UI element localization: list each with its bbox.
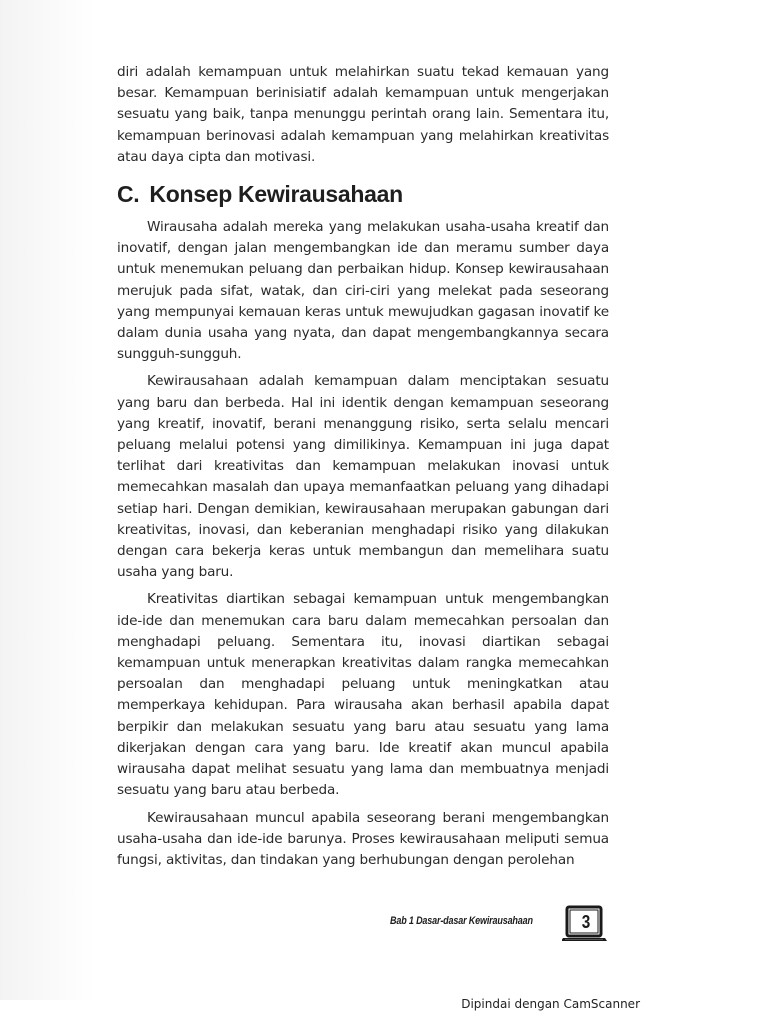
page-number-box (562, 905, 610, 943)
page-footer (380, 905, 615, 945)
intro-paragraph: diri adalah kemampuan untuk melahirkan suatu tekad kemauan yang besar. Kemampuan berinisiatif adalah kemampuan untuk mengerjakan sesuatu yang baik, tanpa menunggu perintah orang lain. Sementara itu, kemampuan berinovasi adalah kemampuan yang melahirkan kreativitas atau daya cipta dan motivasi. (117, 64, 609, 165)
section-title: Konsep Kewirausahaan (149, 181, 403, 208)
section-letter: C. (117, 181, 140, 208)
paragraph-2: Kewirausahaan adalah kemampuan dalam menciptakan sesuatu yang baru dan berbeda. Hal ini identik dengan kemampuan seseorang yang kreatif, inovatif, berani menanggung risiko, serta selalu mencari peluang melalui potensi yang dimilikinya. Kemampuan ini juga dapat terlihat dari kreativitas dan kemampuan melakukan inovasi untuk memecahkan masalah dan upaya memanfaatkan peluang yang dihadapi setiap hari. Dengan demikian, kewirausahaan merupakan gabungan dari kreativitas, inovasi, dan keberanian menghadapi risiko yang dilakukan dengan cara bekerja keras untuk membangun dan memelihara suatu usaha yang baru. (117, 373, 609, 581)
section-heading (117, 179, 609, 209)
page-edge-shadow (0, 0, 95, 1000)
body-text (117, 62, 609, 871)
page-number: 3 (581, 912, 591, 932)
paragraph-4: Kewirausahaan muncul apabila seseorang berani mengembangkan usaha-usaha dan ide-ide barunya. Proses kewirausahaan meliputi semua fungsi, aktivitas, dan tindakan yang berhubungan dengan perolehan (117, 809, 609, 868)
paragraph-1: Wirausaha adalah mereka yang melakukan usaha-usaha kreatif dan inovatif, dengan jalan mengembangkan ide dan meramu sumber daya untuk menemukan peluang dan perbaikan hidup. Konsep kewirausahaan merujuk pada sifat, watak, dan ciri-ciri yang melekat pada seseorang yang mempunyai kemauan keras untuk mewujudkan gagasan inovatif ke dalam dunia usaha yang nyata, dan dapat mengembangkannya secara sungguh-sungguh. (117, 219, 609, 363)
paragraph-3: Kreativitas diartikan sebagai kemampuan untuk mengembangkan ide-ide dan menemukan cara baru dalam memecahkan persoalan dan menghadapi peluang. Sementara itu, inovasi diartikan sebagai kemampuan untuk menerapkan kreativitas dalam rangka memecahkan persoalan dan menghadapi peluang untuk meningkatkan atau memperkaya kehidupan. Para wirausaha akan berhasil apabila dapat berpikir dan melakukan sesuatu yang baru atau sesuatu yang lama dikerjakan dengan cara yang baru. Ide kreatif akan muncul apabila wirausaha dapat melihat sesuatu yang lama dan membuatnya menjadi sesuatu yang baru atau berbeda. (117, 591, 609, 799)
chapter-label: Bab 1 Dasar-dasar Kewirausahaan (390, 915, 533, 927)
scanner-watermark: Dipindai dengan CamScanner (461, 997, 640, 1011)
